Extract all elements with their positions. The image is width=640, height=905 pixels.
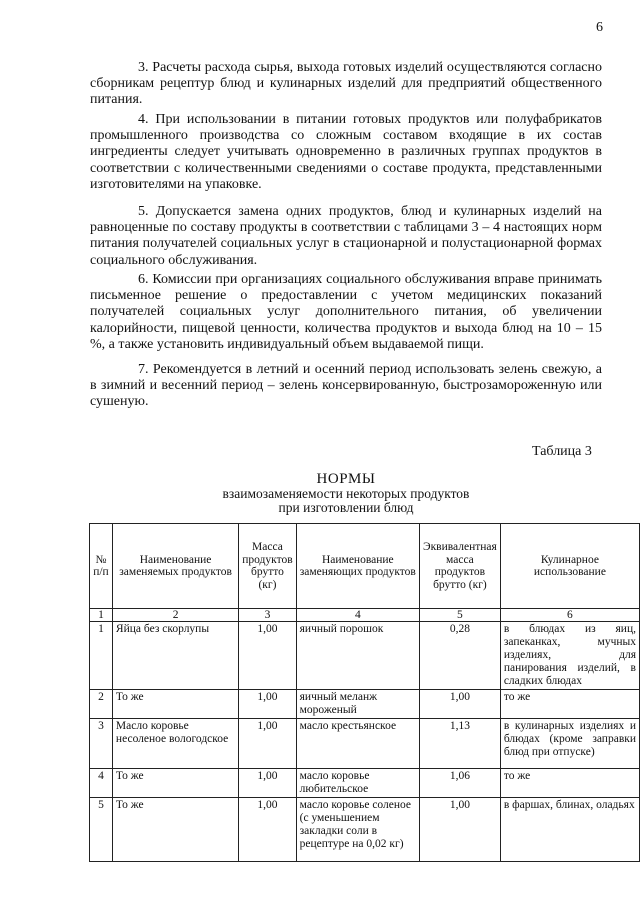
replaced-product: То же bbox=[112, 769, 238, 798]
equivalent-mass: 1,00 bbox=[420, 798, 501, 862]
table-title: НОРМЫ bbox=[316, 471, 376, 487]
equivalent-mass: 1,00 bbox=[420, 690, 501, 719]
replaced-product: То же bbox=[112, 798, 238, 862]
table-row bbox=[90, 690, 640, 719]
header-replacing-product: Наименование заменяющих продуктов bbox=[296, 524, 419, 609]
table-subtitle-1: взаимозаменяемости некоторых продуктов bbox=[222, 486, 470, 501]
column-number: 1 bbox=[90, 609, 113, 622]
table-row bbox=[90, 769, 640, 798]
column-number: 5 bbox=[420, 609, 501, 622]
row-number: 4 bbox=[90, 769, 113, 798]
row-number: 2 bbox=[90, 690, 113, 719]
table-subtitle-2: при изготовлении блюд bbox=[278, 500, 414, 515]
equivalent-mass: 0,28 bbox=[420, 622, 501, 690]
culinary-use: то же bbox=[500, 769, 639, 798]
gross-mass: 1,00 bbox=[239, 719, 296, 769]
header-gross-mass: Масса продуктов брутто (кг) bbox=[239, 524, 296, 609]
replaced-product: Яйца без скорлупы bbox=[112, 622, 238, 690]
column-number: 6 bbox=[500, 609, 639, 622]
replaced-product: То же bbox=[112, 690, 238, 719]
gross-mass: 1,00 bbox=[239, 769, 296, 798]
equivalent-mass: 1,13 bbox=[420, 719, 501, 769]
row-number: 3 bbox=[90, 719, 113, 769]
table-row bbox=[90, 719, 640, 769]
paragraph-4: 4. При использовании в питании готовых продуктов или полуфабрикатов промышленного производства со сложным составом входящие в их состав ингредиенты следует учитывать одновременно в различных группах продуктов в соответствии с количественными сведениями о составе продукта, представленными изготовителями на упаковке. bbox=[90, 112, 602, 192]
replaced-product: Масло коровье несоленое вологодское bbox=[112, 719, 238, 769]
header-replaced-product: Наименование заменяемых продуктов bbox=[112, 524, 238, 609]
paragraph-7: 7. Рекомендуется в летний и осенний период использовать зелень свежую, а в зимний и весенний период – зелень консервированную, быстрозамороженную или сушеную. bbox=[90, 362, 602, 410]
header-culinary-use: Кулинарное использование bbox=[500, 524, 639, 609]
paragraph-6: 6. Комиссии при организациях социального обслуживания вправе принимать письменное решение о предоставлении с учетом медицинских показаний получателей социальных услуг дополнительного питания, об увеличении калорийности, пищевой ценности, количества продуктов и выхода блюд на 10 – 15 %, а также установить индивидуальный объем выдаваемой пищи. bbox=[90, 272, 602, 352]
column-number-row bbox=[90, 609, 640, 622]
table-label: Таблица 3 bbox=[532, 444, 592, 459]
paragraph-5: 5. Допускается замена одних продуктов, блюд и кулинарных изделий на равноценные по составу продукты в соответствии с таблицами 3 – 4 настоящих норм питания получателей социальных услуг в стационарной и полустационарной формах социального обслуживания. bbox=[90, 204, 602, 268]
table-row bbox=[90, 622, 640, 690]
replacing-product: масло крестьянское bbox=[296, 719, 419, 769]
gross-mass: 1,00 bbox=[239, 798, 296, 862]
column-number: 3 bbox=[239, 609, 296, 622]
culinary-use: то же bbox=[500, 690, 639, 719]
column-number: 4 bbox=[296, 609, 419, 622]
culinary-use: в фаршах, блинах, оладьях bbox=[500, 798, 639, 862]
row-number: 5 bbox=[90, 798, 113, 862]
replacing-product: масло коровье любительское bbox=[296, 769, 419, 798]
paragraph-3: 3. Расчеты расхода сырья, выхода готовых изделий осуществляются согласно сборникам рецептур блюд и кулинарных изделий для предприятий общественного питания. bbox=[90, 60, 602, 108]
column-number: 2 bbox=[112, 609, 238, 622]
replacing-product: яичный порошок bbox=[296, 622, 419, 690]
header-equivalent-mass: Эквивалентная масса продуктов брутто (кг) bbox=[420, 524, 501, 609]
culinary-use: в блюдах из яиц, запеканках, мучных изделиях, для панирования изделий, в сладких блюдах bbox=[500, 622, 639, 690]
culinary-use: в кулинарных изделиях и блюдах (кроме заправки блюд при отпуске) bbox=[500, 719, 639, 769]
table-header-row bbox=[90, 524, 640, 609]
page-number: 6 bbox=[596, 20, 603, 35]
gross-mass: 1,00 bbox=[239, 690, 296, 719]
equivalent-mass: 1,06 bbox=[420, 769, 501, 798]
header-number: № п/п bbox=[90, 524, 113, 609]
table-row bbox=[90, 798, 640, 862]
substitution-table bbox=[89, 523, 640, 862]
gross-mass: 1,00 bbox=[239, 622, 296, 690]
row-number: 1 bbox=[90, 622, 113, 690]
replacing-product: яичный меланж мороженый bbox=[296, 690, 419, 719]
replacing-product: масло коровье соленое (с уменьшением закладки соли в рецептуре на 0,02 кг) bbox=[296, 798, 419, 862]
